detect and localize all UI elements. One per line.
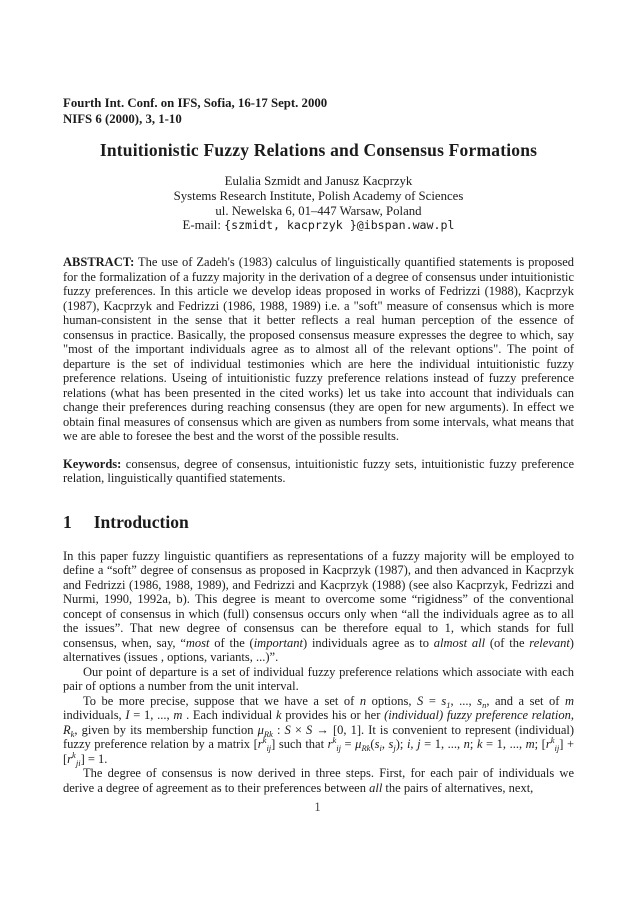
affiliation-institute: Systems Research Institute, Polish Academy of Sciences [173,188,464,203]
paper-content [63,0,574,795]
authors-block [63,174,574,233]
intro-paragraph-4: The degree of consensus is now derived in three steps. First, for each pair of individuals we derive a degree of agreement as to their preferences between all the pairs of alternatives, next, [63,766,574,795]
intro-paragraph-1: In this paper fuzzy linguistic quantifiers as representations of a fuzzy majority will be employed to define a “soft” degree of consensus as proposed in Kacprzyk (1987), and then advanced in Kacprzyk and Fedrizzi (1986, 1988, 1989), and Fedrizzi and Kacprzyk (1988) (see also Kacprzyk, Fedrizzi and Nurmi, 1990, 1992a, b). This degree is meant to overcome some “rigidness” of the conventional concept of consensus in which (full) consensus occurs only when “all the individuals agree as to all the issues”. That new degree of consensus can be therefore equal to 1, which stands for full consensus, when, say, “most of the (important) individuals agree as to almost all (of the relevant) alternatives (issues , options, variants, ...)”. [63,548,574,665]
author-names: Eulalia Szmidt and Janusz Kacprzyk [224,174,413,188]
intro-paragraph-3: To be more precise, suppose that we have a set of n options, $S = s_1$, ..., $s_n$, and a set of m individuals, I = 1, ..., m . Each individual k provides his or her (individual) fuzzy preference relation, $R_k$, given by its membership function $\mu_{Rk}$ : S × S → [0, 1]. It is convenient to represent (individual) fuzzy preference relation by a matrix $[r^k_{ij}]$ such that $r^k_{ij} = \mu_{Rk}(s_i$, $s_j$); i, j = 1, ..., n; k = 1, ..., m; $[r^k_{ij}] + [r^k_{ji}] = 1$. [63,693,574,768]
intro-paragraph-2: Our point of departure is a set of individual fuzzy preference relations which associate with each pair of options a number from the unit interval. [63,664,574,694]
journal-line: NIFS 6 (2000), 3, 1-10 [63,112,182,126]
affiliation-address: ul. Newelska 6, 01–447 Warsaw, Poland [215,203,422,218]
section-number: 1 [63,511,72,532]
abstract-paragraph: ABSTRACT: The use of Zadeh's (1983) calculus of linguistically quantified statements is proposed for the formalization of a fuzzy majority in the derivation of a degree of consensus under intuitionistic fuzzy preferences. In this article we develop ideas proposed in works of Fedrizzi (1988), Kacprzyk (1987), Kacprzyk and Fedrizzi (1986, 1988, 1989) i.e. a "soft" measure of consensus which is more human-consistent in the sense that it better reflects a real human perception of the essence of consensus in practice. Basically, the proposed consensus measure expresses the degree to which, say "most of the important individuals agree as to almost all of the relevant options". The point of departure is the set of individual testimonies which are here the individual intuitionistic fuzzy preference relations. Useing of intuitionistic fuzzy preference relations instead of fuzzy preference relations (what has been presented in the cited works) let us take into account that individuals can change their preferences during reaching consensus (they are open for new arguments). In effect we obtain final measures of consensus which are given as numbers from some intervals, what means that we are able to foresee the best and the worst of the possible results. [63,255,574,444]
page-number: 1 [314,800,321,814]
email-line: E-mail: {szmidt, kacprzyk }@ibspan.waw.pl [182,218,455,233]
conference-header [63,0,574,127]
paper-title: Intuitionistic Fuzzy Relations and Consensus Formations [99,140,538,160]
conference-line: Fourth Int. Conf. on IFS, Sofia, 16-17 Sept. 2000 [63,96,328,110]
section-heading-introduction [63,512,574,533]
keywords-paragraph: Keywords: consensus, degree of consensus, intuitionistic fuzzy sets, intuitionistic fuzzy preference relation, linguistically quantified statements. [63,456,574,486]
section-title: Introduction [93,511,189,532]
